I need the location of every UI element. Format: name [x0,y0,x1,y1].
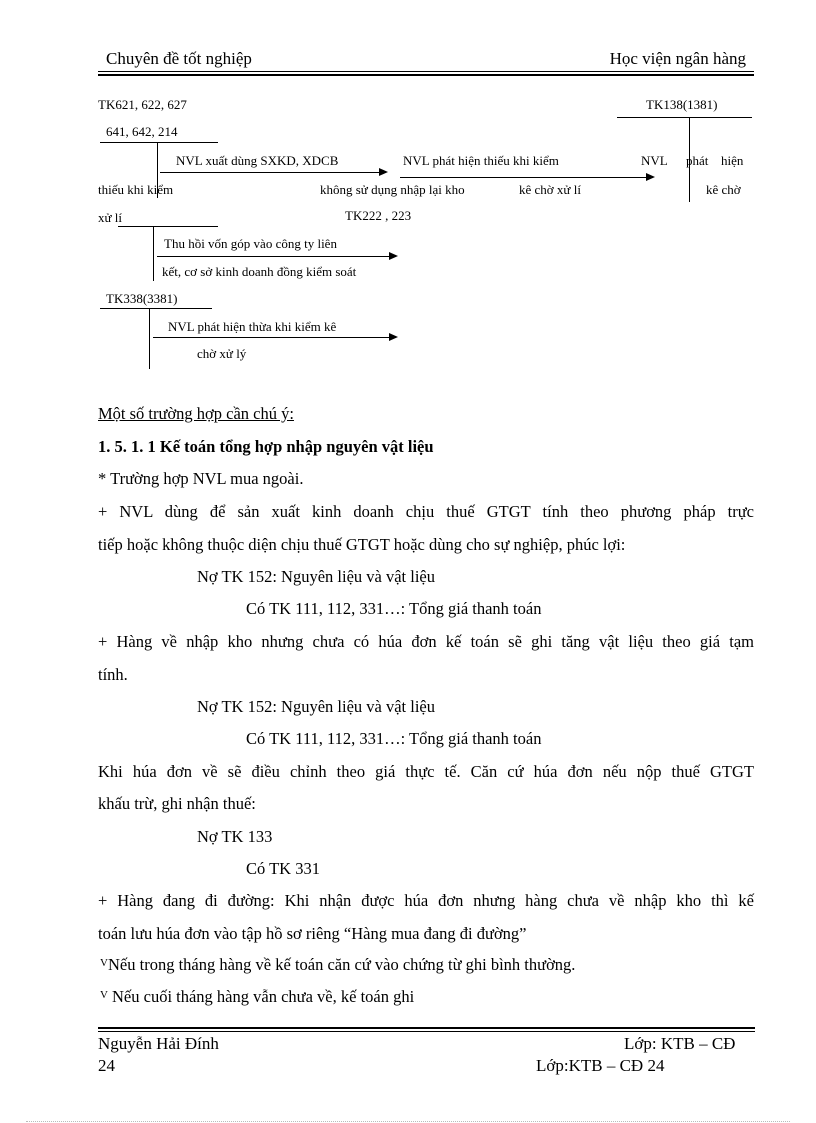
t-account-line [118,226,218,227]
journal-entry-credit: Có TK 331 [246,859,320,878]
paragraph-line: toán lưu húa đơn vào tập hồ sơ riêng “Hàng mua đang đi đường” [98,924,527,943]
account-label-3381: TK338(3381) [106,291,178,306]
bullet-item: Nếu trong tháng hàng về kế toán căn cứ vào chứng từ ghi bình thường. [108,955,576,974]
account-label-621: TK621, 622, 627 [98,97,187,112]
t-account-vertical [153,227,154,281]
note-title: Một số trường hợp cần chú ý: [98,404,294,423]
paragraph-line: + NVL dùng để sản xuất kinh doanh chịu thuế GTGT tính theo phương pháp trực [98,502,754,521]
section-title: 1. 5. 1. 1 Kế toán tổng hợp nhập nguyên vật liệu [98,437,434,456]
flow-text: kết, cơ sở kinh doanh đồng kiểm soát [162,264,357,279]
footer-class-page: Lớp:KTB – CĐ 24 [536,1056,665,1075]
flow-text: thiếu khi kiểm [98,182,174,197]
journal-entry-debit: Nợ TK 133 [197,827,273,846]
paragraph-line: tiếp hoặc không thuộc diện chịu thuế GTGT hoặc dùng cho sự nghiệp, phúc lợi: [98,535,626,554]
paragraph-line: + Hàng đang đi đường: Khi nhận được húa đơn nhưng hàng chưa về nhập kho thì kế [98,891,754,910]
journal-entry-debit: Nợ TK 152: Nguyên liệu và vật liệu [197,567,436,586]
header-left: Chuyên đề tốt nghiệp [106,49,252,68]
flow-arrow [160,172,386,173]
flow-arrow [153,337,396,338]
bullet-item: Nếu cuối tháng hàng vẫn chưa về, kế toán ghi [112,987,415,1006]
footer-rule-1 [98,1027,755,1029]
flow-text: kê chờ [706,182,741,197]
flow-text: NVL phát hiện thừa khi kiểm kê [168,319,337,334]
footer-rule-2 [98,1031,755,1032]
account-label-1381: TK138(1381) [646,97,718,112]
header-rule-1 [98,71,754,72]
flow-text: hiện [721,153,744,168]
t-account-vertical [149,309,150,369]
paragraph-line: khấu trừ, ghi nhận thuế: [98,794,256,813]
flow-arrow [400,177,653,178]
bullet-mark: V [100,957,108,969]
flow-text: không sử dụng nhập lại kho [320,182,465,197]
flow-text: phát [686,153,709,168]
flow-text: NVL [641,153,668,168]
header-rule-2 [98,74,754,76]
header-right: Học viện ngân hàng [609,49,746,68]
flow-text: kê chờ xử lí [519,182,581,197]
flow-arrow [157,256,396,257]
paragraph-line: tính. [98,665,128,684]
bullet-mark: V [100,989,108,1001]
journal-entry-credit: Có TK 111, 112, 331…: Tổng giá thanh toán [246,729,542,748]
footer-page-number: 24 [98,1056,115,1075]
t-account-line [100,142,218,143]
footer-class: Lớp: KTB – CĐ [624,1034,736,1053]
paragraph-line: Khi húa đơn về sẽ điều chỉnh theo giá thực tế. Căn cứ húa đơn nếu nộp thuế GTGT [98,762,754,781]
flow-text: Thu hồi vốn góp vào công ty liên [164,236,337,251]
paragraph-line: * Trường hợp NVL mua ngoài. [98,469,304,488]
flow-text: NVL phát hiện thiếu khi kiểm [403,153,559,168]
flow-text: NVL xuất dùng SXKD, XDCB [176,153,339,168]
paragraph-line: + Hàng về nhập kho nhưng chưa có húa đơn kế toán sẽ ghi tăng vật liệu theo giá tạm [98,632,754,651]
account-label-641: 641, 642, 214 [106,124,178,139]
flow-text: chờ xử lý [197,346,247,361]
journal-entry-debit: Nợ TK 152: Nguyên liệu và vật liệu [197,697,436,716]
flow-text: xử lí [98,210,123,225]
t-account-line [617,117,752,118]
journal-entry-credit: Có TK 111, 112, 331…: Tổng giá thanh toán [246,599,542,618]
account-label-222: TK222 , 223 [345,208,412,223]
footer-author: Nguyễn Hải Đính [98,1034,219,1053]
page-edge-dotted [26,1121,790,1122]
t-account-line [100,308,212,309]
